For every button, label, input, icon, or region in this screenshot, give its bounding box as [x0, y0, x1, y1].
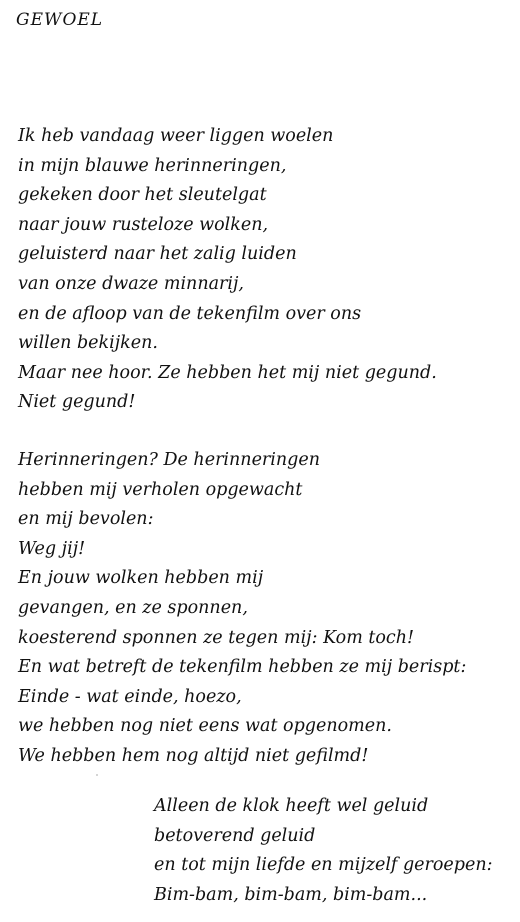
stanza-3	[154, 792, 493, 910]
poem-line: Niet gegund!	[18, 392, 136, 413]
poem-line: we hebben nog niet eens wat opgenomen.	[18, 716, 392, 737]
poem-line: We hebben hem nog altijd niet gefilmd!	[18, 745, 369, 766]
poem-line: En wat betreft de tekenfilm hebben ze mij berispt:	[18, 657, 467, 678]
paper-speck	[96, 774, 98, 776]
poem-line: en de afloop van de tekenfilm over ons	[18, 303, 362, 324]
poem-line: hebben mij verholen opgewacht	[18, 479, 303, 500]
poem-line: Bim-bam, bim-bam, bim-bam...	[154, 884, 428, 905]
stanza-2	[18, 446, 466, 772]
poem-line: Herinneringen? De herinneringen	[18, 450, 320, 470]
poem-line: Ik heb vandaag weer liggen woelen	[18, 126, 334, 146]
poem-line: geluisterd naar het zalig luiden	[18, 244, 297, 265]
poem-line: betoverend geluid	[154, 825, 316, 846]
poem-line: willen bekijken.	[18, 333, 158, 354]
poem-line: En jouw wolken hebben mij	[18, 568, 264, 589]
poem-line: Einde - wat einde, hoezo,	[18, 686, 242, 707]
poem-line: gekeken door het sleutelgat	[18, 185, 267, 206]
poem-line: in mijn blauwe herinneringen,	[18, 155, 287, 176]
stanza-1	[18, 122, 437, 418]
poem-line: Maar nee hoor. Ze hebben het mij niet gegund.	[18, 362, 437, 383]
poem-line: Alleen de klok heeft wel geluid	[154, 796, 429, 816]
poem-line: en tot mijn liefde en mijzelf geroepen:	[154, 855, 493, 876]
poem-line: naar jouw rusteloze wolken,	[18, 214, 269, 235]
poem-line: koesterend sponnen ze tegen mij: Kom toch!	[18, 627, 415, 648]
poem-line: gevangen, en ze sponnen,	[18, 597, 248, 618]
poem-line: van onze dwaze minnarij,	[18, 273, 244, 294]
poem-title: GEWOEL	[16, 10, 104, 30]
poem-line: en mij bevolen:	[18, 509, 154, 530]
poem-line: Weg jij!	[18, 538, 86, 559]
